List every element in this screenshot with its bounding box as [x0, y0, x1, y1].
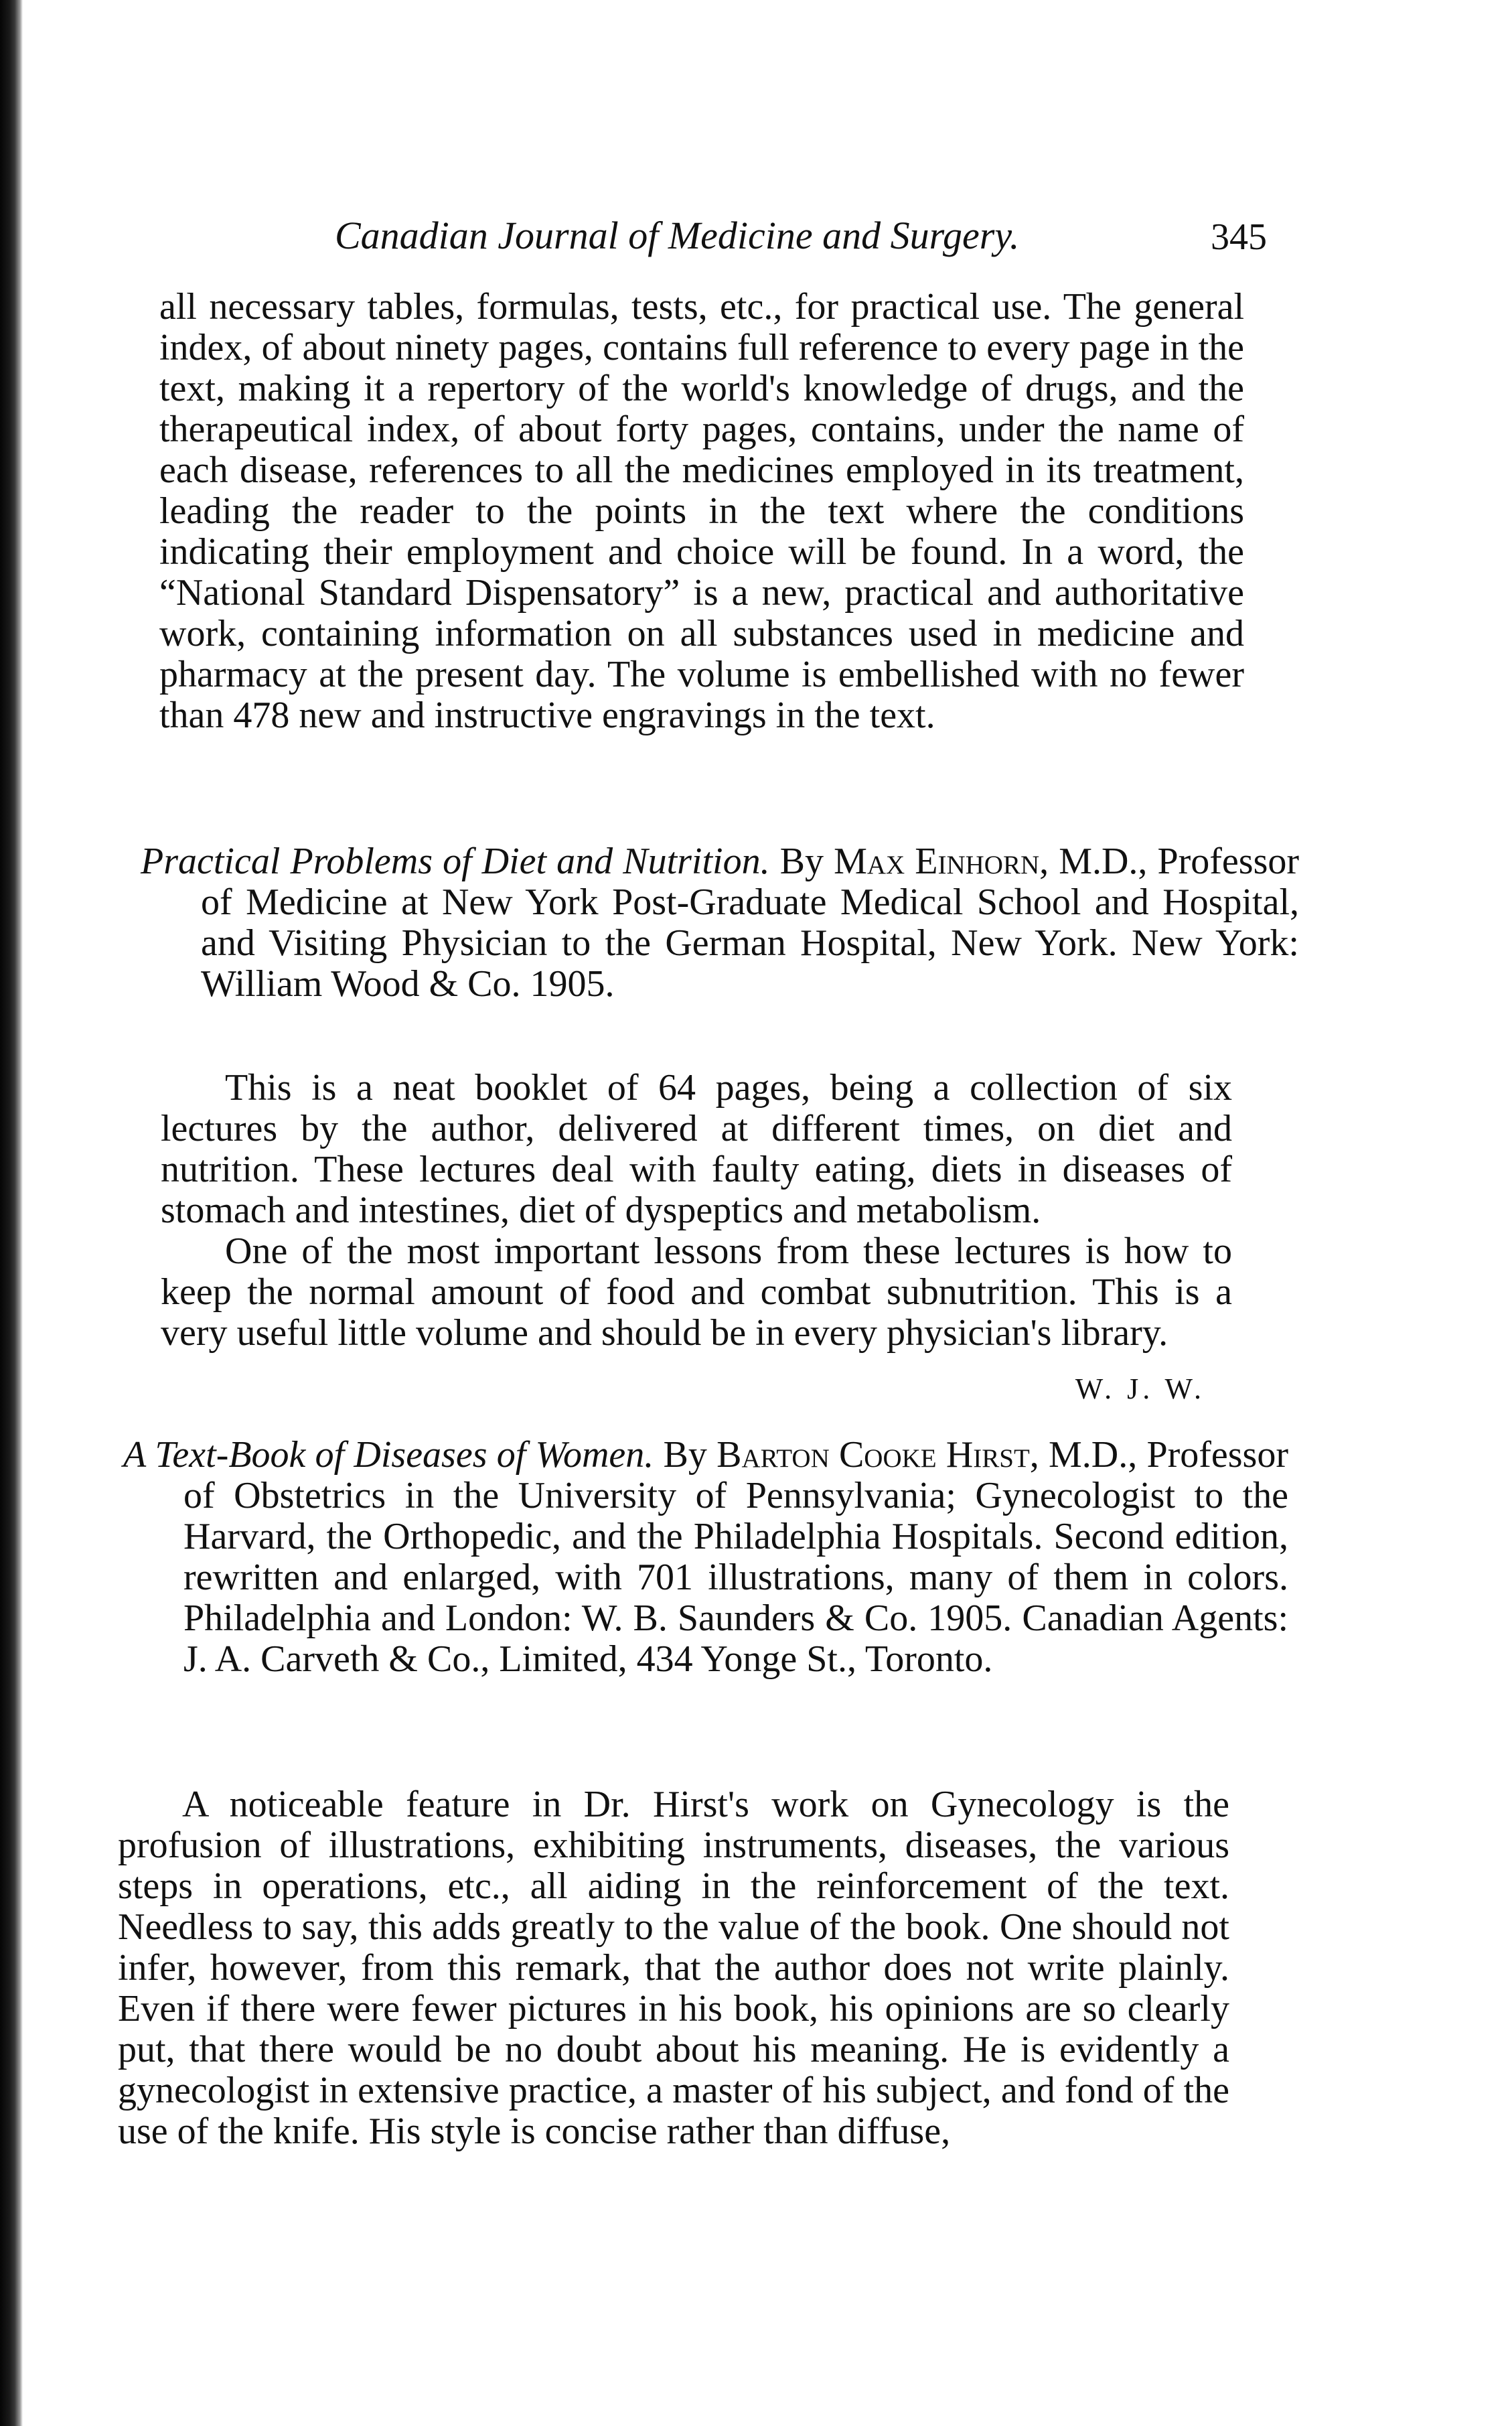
- review-citation-text-diet: M.D., Professor of Medicine at New York Post-Graduate Medical School and Hospital, and Visiting Physician to the German Hospital, New York. New York: William Wood & Co. 1905.: [201, 841, 1300, 1005]
- review-author-women: Barton Cooke Hirst,: [716, 1434, 1039, 1476]
- review-by-women: By: [663, 1434, 707, 1476]
- review-citation-diet: [141, 841, 1299, 1005]
- review-by-diet: By: [779, 841, 824, 882]
- continued-paragraph: all necessary tables, formulas, tests, etc., for practical use. The general index, of about ninety pages, contains full reference to every page in the text, making it a repertory of the world's knowledge of drugs, and the therapeutical index, of about forty pages, contains, under the name of each disease, references to all the medicines employed in its treatment, leading the reader to the points in the text where the conditions indicating their employment and choice will be found. In a word, the “National Standard Dispensatory” is a new, practical and authoritative work, containing information on all substances used in medicine and pharmacy at the present day. The volume is embellished with no fewer than 478 new and instructive engravings in the text.: [159, 286, 1244, 736]
- review-citation-women: [123, 1435, 1288, 1680]
- review-citation-text-women: M.D., Professor of Obstetrics in the University of Pennsylvania; Gynecologist to the Harvard, the Orthopedic, and the Philadelphia Hospitals. Second edition, rewritten and enlarged, with 701 illustrations, many of them in colors. Philadelphia and London: W. B. Saunders & Co. 1905. Canadian Agents: J. A. Carveth & Co., Limited, 434 Yonge St., Toronto.: [183, 1434, 1288, 1680]
- running-head: Canadian Journal of Medicine and Surgery.: [335, 214, 1020, 257]
- page-number: 345: [1211, 216, 1267, 258]
- review-paragraph-diet-2: One of the most important lessons from these lectures is how to keep the normal amount of food and combat subnutrition. This is a very useful little volume and should be in every physician's library.: [161, 1230, 1232, 1354]
- review-title-diet: Practical Problems of Diet and Nutrition.: [141, 841, 770, 882]
- review-paragraph-diet-1: This is a neat booklet of 64 pages, being a collection of six lectures by the author, delivered at different times, on diet and nutrition. These lectures deal with faulty eating, diets in diseases of stomach and intestines, diet of dyspeptics and metabolism.: [161, 1067, 1232, 1231]
- review-title-women: A Text-Book of Diseases of Women.: [123, 1434, 654, 1476]
- reviewer-signature: W. J. W.: [1075, 1372, 1205, 1405]
- review-paragraph-women-1: A noticeable feature in Dr. Hirst's work on Gynecology is the profusion of illustrations, exhibiting instruments, diseases, the various steps in operations, etc., all aiding in the reinforcement of the text. Needless to say, this adds greatly to the value of the book. One should not infer, however, from this remark, that the author does not write plainly. Even if there were fewer pictures in his book, his opinions are so clearly put, that there would be no doubt about his meaning. He is evidently a gynecologist in extensive practice, a master of his subject, and fond of the use of the knife. His style is concise rather than diffuse,: [118, 1784, 1229, 2152]
- review-author-diet: Max Einhorn,: [834, 841, 1049, 882]
